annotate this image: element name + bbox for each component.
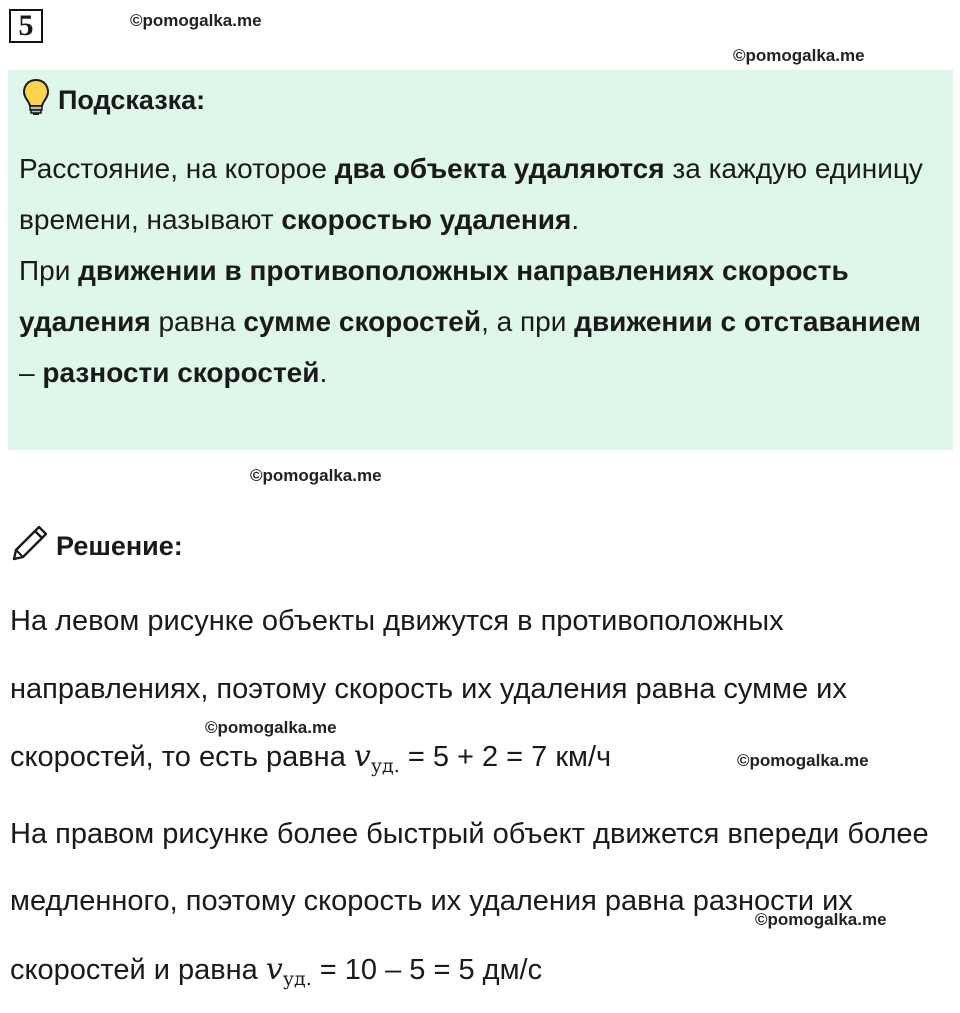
velocity-subscript: уд. [370, 755, 400, 777]
hint-text-part: равна [150, 306, 244, 337]
pencil-icon [10, 523, 50, 570]
solution-equation: = 10 – 5 = 5 дм/с [311, 953, 543, 986]
watermark: ©pomogalka.me [737, 751, 869, 770]
velocity-symbol: v [353, 739, 371, 774]
hint-title: Подсказка: [58, 84, 206, 115]
hint-text-part: , а при [481, 306, 575, 337]
solution-equation: = 5 + 2 = 7 км/ч [399, 741, 612, 773]
lightbulb-icon [22, 78, 50, 123]
hint-text [19, 143, 944, 398]
watermark: ©pomogalka.me [755, 910, 887, 929]
hint-text-part: . [571, 204, 580, 235]
solution-text-part: На левом рисунке объекты движутся в противоположных направлениях, поэтому скорость их удаления равна сумме их скоростей, то есть равна [10, 605, 847, 773]
watermark: ©pomogalka.me [205, 718, 337, 737]
hint-text-part: Расстояние, на которое [19, 153, 335, 184]
hint-text-part: – [19, 357, 43, 388]
hint-text-part: . [319, 357, 328, 388]
velocity-symbol: v [265, 951, 283, 987]
hint-text-bold: разности скоростей [42, 357, 320, 388]
watermark: ©pomogalka.me [250, 466, 382, 485]
hint-text-bold: движении с отставанием [574, 306, 921, 337]
solution-text [10, 588, 950, 1013]
task-number: 5 [9, 9, 43, 43]
hint-text-part: При [19, 255, 79, 286]
solution-text-part: На правом рисунке более быстрый объект движется впереди более медленного, поэтому скорость их удаления равна разности их скоростей и равна [10, 817, 929, 986]
hint-heading [22, 80, 205, 120]
velocity-subscript: уд. [282, 967, 312, 990]
watermark: ©pomogalka.me [130, 11, 262, 30]
hint-text-part: за каждую единицу времени, называют [19, 153, 923, 235]
hint-text-bold: два объекта удаляются [334, 153, 665, 184]
solution-title: Решение: [56, 530, 183, 561]
hint-text-bold: скоростью удаления [281, 204, 572, 235]
watermark: ©pomogalka.me [733, 46, 865, 65]
solution-heading [10, 524, 183, 568]
hint-text-bold: движении в противоположных направлениях скорость удаления [19, 255, 849, 337]
hint-text-bold: сумме скоростей [243, 306, 482, 337]
